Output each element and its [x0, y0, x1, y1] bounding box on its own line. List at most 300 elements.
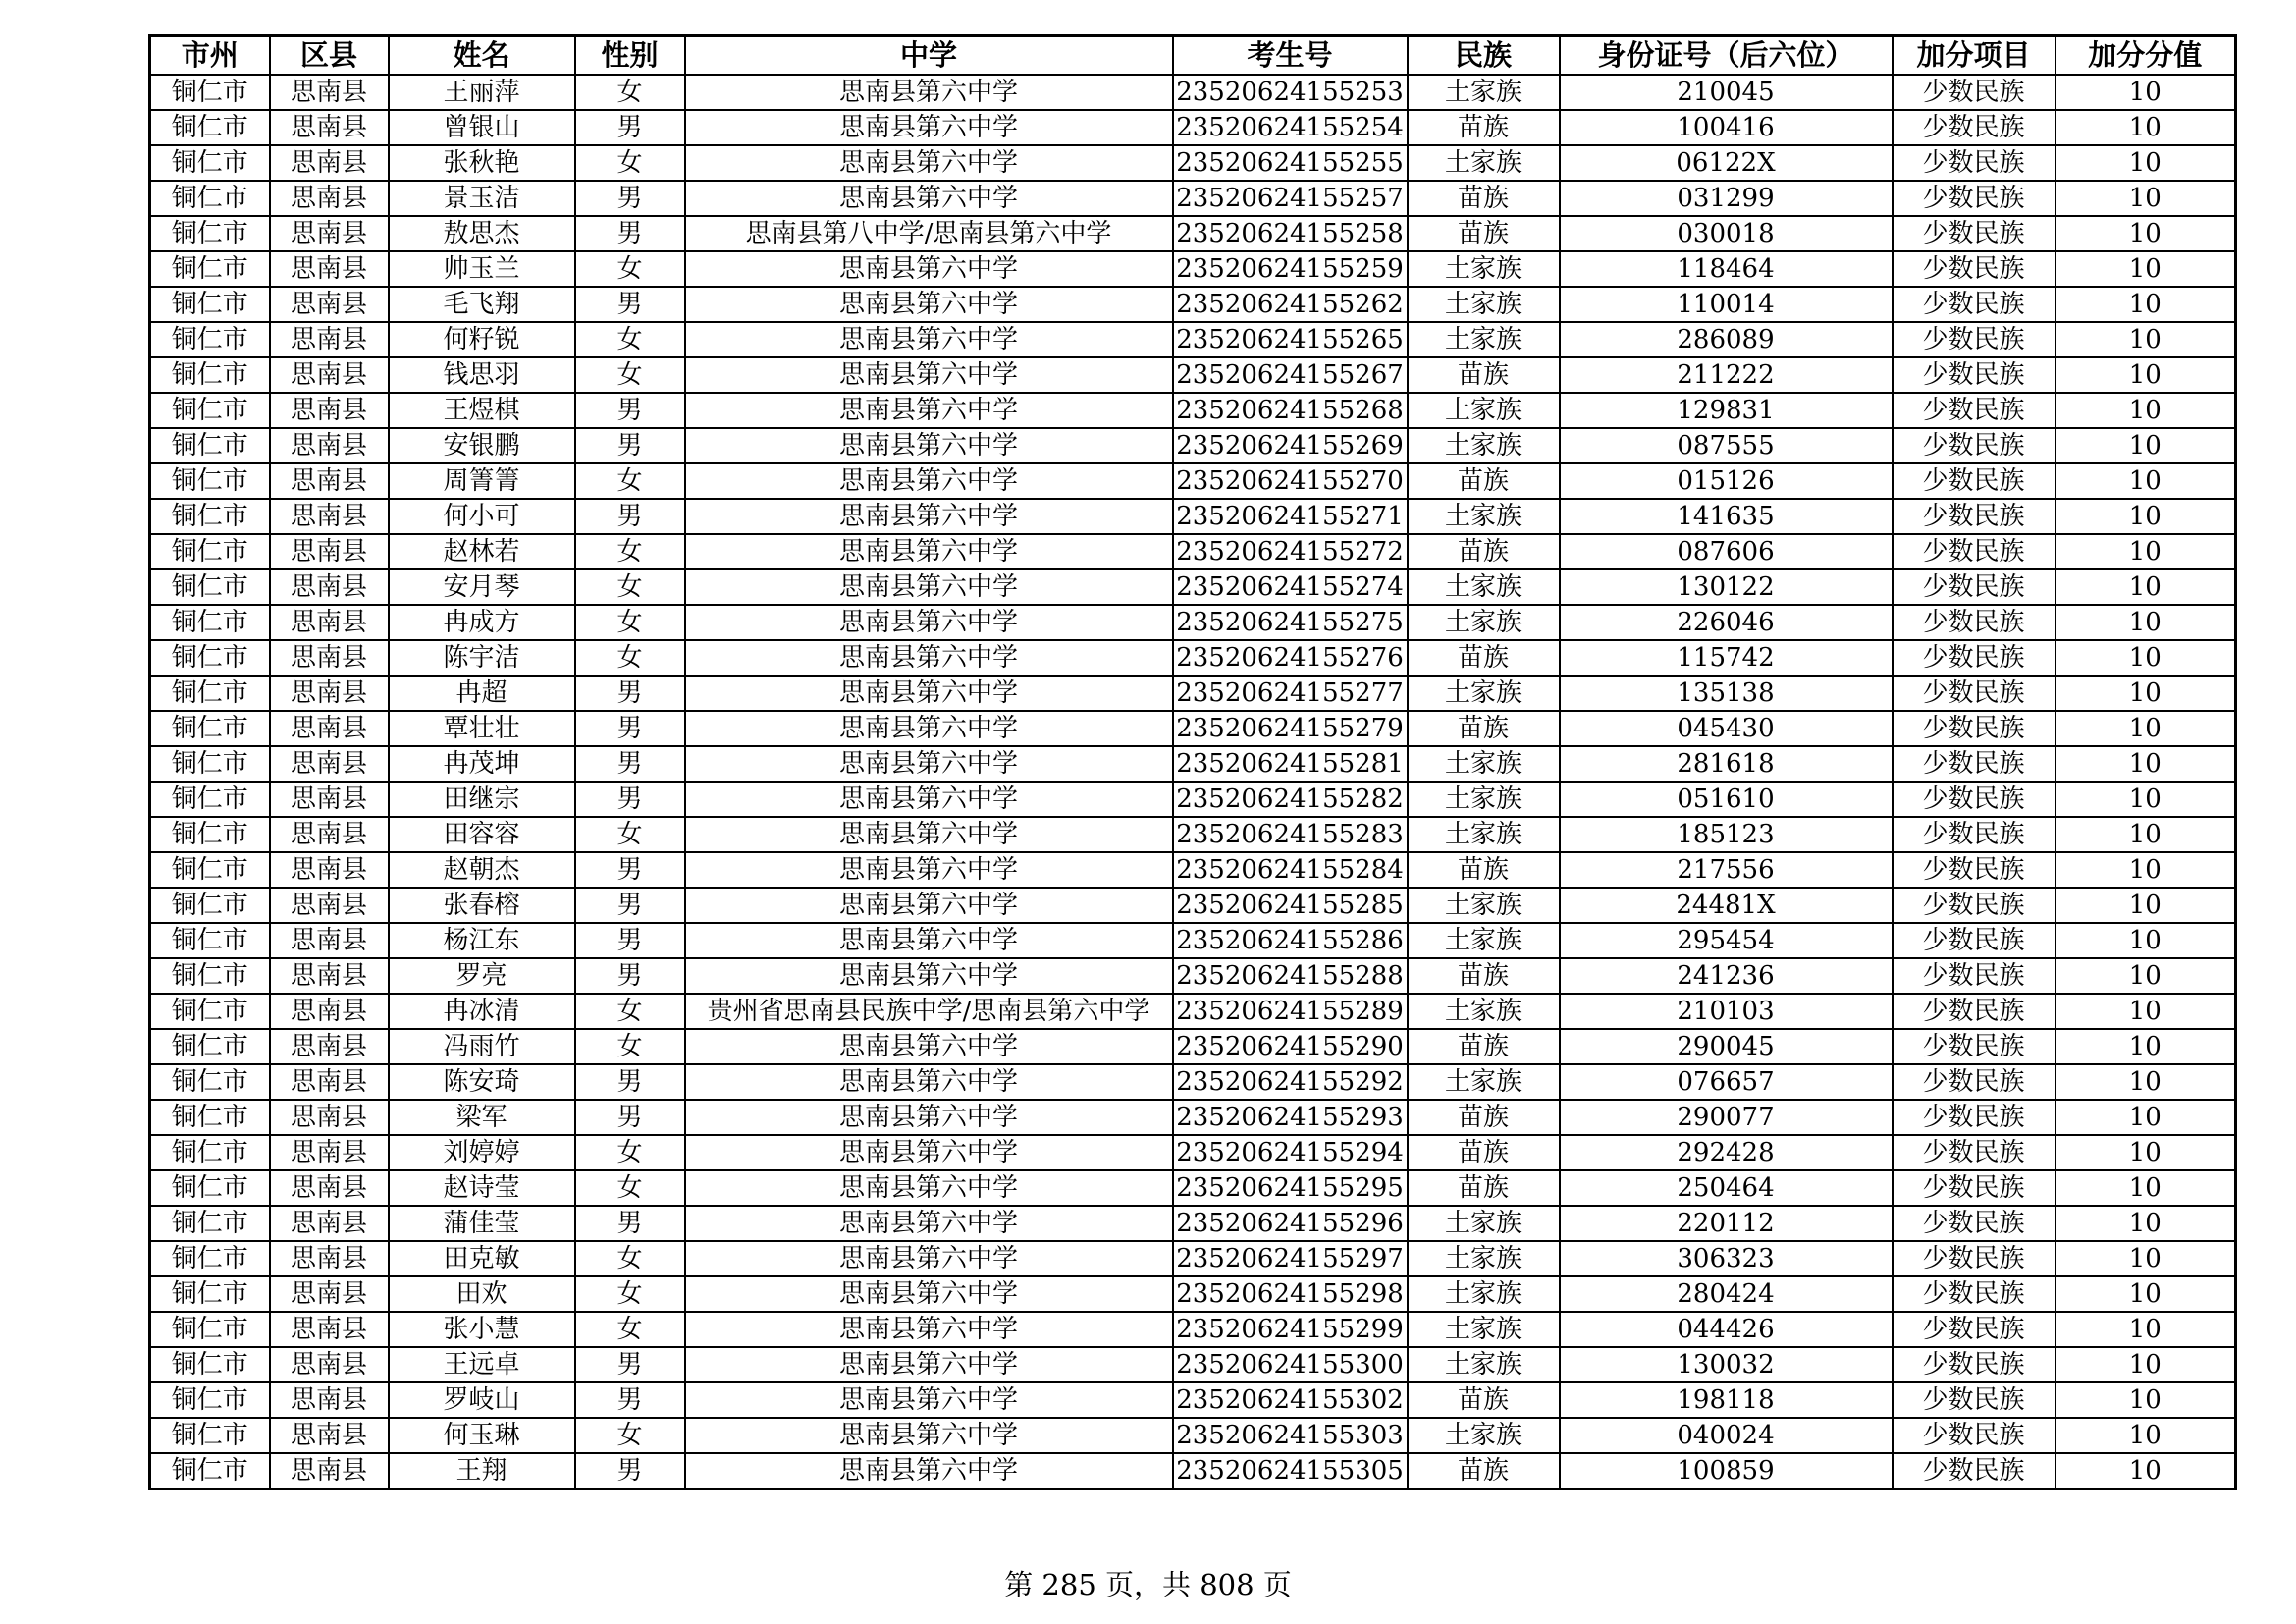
cell-bonus-item: 少数民族: [1893, 711, 2056, 746]
cell-id-last-six: 295454: [1560, 923, 1893, 958]
table-row: [150, 1170, 2236, 1206]
cell-gender: 男: [575, 888, 685, 923]
cell-bonus-item: 少数民族: [1893, 958, 2056, 994]
cell-school: 思南县第六中学: [685, 428, 1173, 463]
cell-exam-number: 23520624155289: [1173, 994, 1408, 1029]
cell-bonus-points: 10: [2056, 181, 2236, 216]
cell-id-last-six: 286089: [1560, 322, 1893, 357]
cell-exam-number: 23520624155284: [1173, 852, 1408, 888]
cell-bonus-item: 少数民族: [1893, 1382, 2056, 1418]
cell-gender: 女: [575, 1029, 685, 1064]
cell-id-last-six: 051610: [1560, 782, 1893, 817]
table-row: [150, 569, 2236, 605]
cell-gender: 男: [575, 1453, 685, 1489]
cell-id-last-six: 217556: [1560, 852, 1893, 888]
table-row: [150, 888, 2236, 923]
cell-exam-number: 23520624155294: [1173, 1135, 1408, 1170]
cell-bonus-points: 10: [2056, 923, 2236, 958]
cell-exam-number: 23520624155282: [1173, 782, 1408, 817]
cell-gender: 女: [575, 1312, 685, 1347]
cell-ethnicity: 土家族: [1408, 746, 1560, 782]
cell-city: 铜仁市: [150, 1170, 270, 1206]
cell-school: 思南县第六中学: [685, 923, 1173, 958]
cell-school: 思南县第六中学: [685, 1382, 1173, 1418]
cell-id-last-six: 040024: [1560, 1418, 1893, 1453]
cell-county: 思南县: [270, 1276, 389, 1312]
cell-ethnicity: 土家族: [1408, 569, 1560, 605]
cell-exam-number: 23520624155299: [1173, 1312, 1408, 1347]
cell-county: 思南县: [270, 1241, 389, 1276]
cell-bonus-item: 少数民族: [1893, 145, 2056, 181]
cell-city: 铜仁市: [150, 711, 270, 746]
cell-exam-number: 23520624155268: [1173, 393, 1408, 428]
table-row: [150, 994, 2236, 1029]
cell-gender: 女: [575, 569, 685, 605]
cell-city: 铜仁市: [150, 1276, 270, 1312]
table-row: [150, 782, 2236, 817]
cell-bonus-points: 10: [2056, 605, 2236, 640]
cell-city: 铜仁市: [150, 888, 270, 923]
table-row: [150, 1276, 2236, 1312]
cell-ethnicity: 土家族: [1408, 1347, 1560, 1382]
cell-bonus-points: 10: [2056, 110, 2236, 145]
table-row: [150, 1064, 2236, 1100]
cell-county: 思南县: [270, 888, 389, 923]
cell-bonus-points: 10: [2056, 357, 2236, 393]
cell-ethnicity: 土家族: [1408, 145, 1560, 181]
cell-school: 思南县第六中学: [685, 393, 1173, 428]
cell-bonus-item: 少数民族: [1893, 569, 2056, 605]
cell-name: 周箐箐: [389, 463, 575, 499]
cell-gender: 男: [575, 1347, 685, 1382]
table-header: [150, 36, 2236, 76]
cell-school: 思南县第六中学: [685, 1241, 1173, 1276]
cell-name: 赵林若: [389, 534, 575, 569]
cell-bonus-points: 10: [2056, 782, 2236, 817]
cell-city: 铜仁市: [150, 1206, 270, 1241]
cell-gender: 男: [575, 923, 685, 958]
cell-exam-number: 23520624155305: [1173, 1453, 1408, 1489]
cell-id-last-six: 087606: [1560, 534, 1893, 569]
cell-id-last-six: 250464: [1560, 1170, 1893, 1206]
cell-ethnicity: 土家族: [1408, 75, 1560, 110]
cell-school: 思南县第六中学: [685, 676, 1173, 711]
cell-exam-number: 23520624155275: [1173, 605, 1408, 640]
cell-exam-number: 23520624155279: [1173, 711, 1408, 746]
cell-exam-number: 23520624155292: [1173, 1064, 1408, 1100]
cell-gender: 女: [575, 1418, 685, 1453]
cell-city: 铜仁市: [150, 1453, 270, 1489]
cell-name: 张春榕: [389, 888, 575, 923]
table-row: [150, 322, 2236, 357]
cell-exam-number: 23520624155276: [1173, 640, 1408, 676]
header-bonus-points: 加分分值: [2056, 36, 2236, 76]
cell-county: 思南县: [270, 1100, 389, 1135]
cell-school: 思南县第六中学: [685, 1170, 1173, 1206]
header-exam-number: 考生号: [1173, 36, 1408, 76]
cell-gender: 女: [575, 534, 685, 569]
cell-bonus-item: 少数民族: [1893, 1453, 2056, 1489]
cell-bonus-item: 少数民族: [1893, 640, 2056, 676]
cell-bonus-item: 少数民族: [1893, 817, 2056, 852]
cell-county: 思南县: [270, 1206, 389, 1241]
cell-county: 思南县: [270, 1170, 389, 1206]
cell-city: 铜仁市: [150, 181, 270, 216]
table-row: [150, 711, 2236, 746]
cell-exam-number: 23520624155277: [1173, 676, 1408, 711]
cell-ethnicity: 土家族: [1408, 499, 1560, 534]
cell-gender: 男: [575, 216, 685, 251]
cell-bonus-item: 少数民族: [1893, 181, 2056, 216]
cell-gender: 女: [575, 1135, 685, 1170]
cell-exam-number: 23520624155253: [1173, 75, 1408, 110]
cell-bonus-item: 少数民族: [1893, 1276, 2056, 1312]
cell-name: 冉冰清: [389, 994, 575, 1029]
cell-bonus-points: 10: [2056, 1453, 2236, 1489]
cell-ethnicity: 土家族: [1408, 1312, 1560, 1347]
cell-city: 铜仁市: [150, 110, 270, 145]
cell-id-last-six: 100416: [1560, 110, 1893, 145]
cell-bonus-item: 少数民族: [1893, 1135, 2056, 1170]
cell-id-last-six: 292428: [1560, 1135, 1893, 1170]
cell-county: 思南县: [270, 782, 389, 817]
cell-exam-number: 23520624155269: [1173, 428, 1408, 463]
cell-name: 何玉琳: [389, 1418, 575, 1453]
cell-bonus-points: 10: [2056, 676, 2236, 711]
cell-gender: 男: [575, 393, 685, 428]
cell-bonus-item: 少数民族: [1893, 110, 2056, 145]
cell-id-last-six: 129831: [1560, 393, 1893, 428]
table-row: [150, 746, 2236, 782]
cell-ethnicity: 土家族: [1408, 1418, 1560, 1453]
cell-school: 思南县第六中学: [685, 888, 1173, 923]
cell-county: 思南县: [270, 534, 389, 569]
cell-county: 思南县: [270, 110, 389, 145]
cell-school: 思南县第六中学: [685, 1418, 1173, 1453]
cell-bonus-points: 10: [2056, 216, 2236, 251]
cell-county: 思南县: [270, 322, 389, 357]
cell-ethnicity: 苗族: [1408, 1382, 1560, 1418]
cell-gender: 女: [575, 1170, 685, 1206]
cell-exam-number: 23520624155290: [1173, 1029, 1408, 1064]
cell-gender: 男: [575, 852, 685, 888]
cell-school: 思南县第六中学: [685, 1135, 1173, 1170]
cell-bonus-item: 少数民族: [1893, 75, 2056, 110]
cell-ethnicity: 苗族: [1408, 1170, 1560, 1206]
table-row: [150, 287, 2236, 322]
header-id-last-six: 身份证号（后六位）: [1560, 36, 1893, 76]
cell-ethnicity: 土家族: [1408, 428, 1560, 463]
header-name: 姓名: [389, 36, 575, 76]
cell-school: 思南县第六中学: [685, 534, 1173, 569]
cell-name: 赵朝杰: [389, 852, 575, 888]
cell-id-last-six: 076657: [1560, 1064, 1893, 1100]
cell-city: 铜仁市: [150, 1241, 270, 1276]
cell-name: 刘婷婷: [389, 1135, 575, 1170]
cell-city: 铜仁市: [150, 782, 270, 817]
cell-name: 陈宇洁: [389, 640, 575, 676]
table-row: [150, 110, 2236, 145]
cell-bonus-item: 少数民族: [1893, 1418, 2056, 1453]
cell-city: 铜仁市: [150, 923, 270, 958]
cell-id-last-six: 115742: [1560, 640, 1893, 676]
cell-name: 冯雨竹: [389, 1029, 575, 1064]
cell-county: 思南县: [270, 605, 389, 640]
cell-bonus-points: 10: [2056, 534, 2236, 569]
cell-gender: 女: [575, 994, 685, 1029]
table-row: [150, 1100, 2236, 1135]
cell-county: 思南县: [270, 1453, 389, 1489]
table-row: [150, 251, 2236, 287]
cell-county: 思南县: [270, 640, 389, 676]
cell-name: 敖思杰: [389, 216, 575, 251]
cell-bonus-points: 10: [2056, 393, 2236, 428]
cell-gender: 女: [575, 251, 685, 287]
cell-gender: 男: [575, 1382, 685, 1418]
cell-school: 思南县第六中学: [685, 782, 1173, 817]
cell-name: 冉超: [389, 676, 575, 711]
cell-county: 思南县: [270, 251, 389, 287]
cell-city: 铜仁市: [150, 75, 270, 110]
cell-exam-number: 23520624155270: [1173, 463, 1408, 499]
cell-bonus-item: 少数民族: [1893, 1347, 2056, 1382]
cell-bonus-item: 少数民族: [1893, 782, 2056, 817]
cell-gender: 女: [575, 817, 685, 852]
cell-gender: 男: [575, 428, 685, 463]
table-row: [150, 1206, 2236, 1241]
table-row: [150, 216, 2236, 251]
cell-county: 思南县: [270, 463, 389, 499]
cell-ethnicity: 土家族: [1408, 676, 1560, 711]
cell-name: 张秋艳: [389, 145, 575, 181]
cell-city: 铜仁市: [150, 1418, 270, 1453]
cell-id-last-six: 306323: [1560, 1241, 1893, 1276]
table-row: [150, 75, 2236, 110]
cell-id-last-six: 118464: [1560, 251, 1893, 287]
cell-county: 思南县: [270, 746, 389, 782]
cell-id-last-six: 198118: [1560, 1382, 1893, 1418]
cell-bonus-points: 10: [2056, 1135, 2236, 1170]
cell-id-last-six: 100859: [1560, 1453, 1893, 1489]
cell-exam-number: 23520624155272: [1173, 534, 1408, 569]
cell-bonus-item: 少数民族: [1893, 852, 2056, 888]
cell-ethnicity: 土家族: [1408, 817, 1560, 852]
header-county: 区县: [270, 36, 389, 76]
cell-bonus-points: 10: [2056, 463, 2236, 499]
cell-id-last-six: 290077: [1560, 1100, 1893, 1135]
cell-city: 铜仁市: [150, 1100, 270, 1135]
cell-bonus-points: 10: [2056, 1312, 2236, 1347]
cell-bonus-item: 少数民族: [1893, 251, 2056, 287]
table-row: [150, 463, 2236, 499]
cell-ethnicity: 苗族: [1408, 1453, 1560, 1489]
cell-exam-number: 23520624155254: [1173, 110, 1408, 145]
cell-county: 思南县: [270, 1312, 389, 1347]
cell-name: 景玉洁: [389, 181, 575, 216]
cell-exam-number: 23520624155296: [1173, 1206, 1408, 1241]
cell-ethnicity: 苗族: [1408, 1029, 1560, 1064]
cell-bonus-item: 少数民族: [1893, 1100, 2056, 1135]
cell-county: 思南县: [270, 1029, 389, 1064]
cell-county: 思南县: [270, 711, 389, 746]
table-row: [150, 1029, 2236, 1064]
cell-bonus-points: 10: [2056, 1170, 2236, 1206]
cell-name: 冉成方: [389, 605, 575, 640]
cell-ethnicity: 土家族: [1408, 251, 1560, 287]
page-footer: 第 285 页，共 808 页: [1004, 1568, 1292, 1601]
cell-city: 铜仁市: [150, 1347, 270, 1382]
cell-name: 陈安琦: [389, 1064, 575, 1100]
cell-bonus-item: 少数民族: [1893, 1064, 2056, 1100]
cell-county: 思南县: [270, 287, 389, 322]
cell-city: 铜仁市: [150, 817, 270, 852]
cell-bonus-points: 10: [2056, 958, 2236, 994]
cell-bonus-points: 10: [2056, 569, 2236, 605]
cell-id-last-six: 030018: [1560, 216, 1893, 251]
cell-county: 思南县: [270, 958, 389, 994]
cell-county: 思南县: [270, 1135, 389, 1170]
cell-ethnicity: 苗族: [1408, 216, 1560, 251]
cell-name: 田欢: [389, 1276, 575, 1312]
cell-name: 何籽锐: [389, 322, 575, 357]
cell-name: 安银鹏: [389, 428, 575, 463]
cell-ethnicity: 土家族: [1408, 888, 1560, 923]
cell-school: 思南县第六中学: [685, 251, 1173, 287]
cell-bonus-item: 少数民族: [1893, 287, 2056, 322]
cell-school: 思南县第六中学: [685, 145, 1173, 181]
table-row: [150, 640, 2236, 676]
cell-bonus-item: 少数民族: [1893, 1206, 2056, 1241]
cell-school: 思南县第六中学: [685, 640, 1173, 676]
cell-bonus-item: 少数民族: [1893, 994, 2056, 1029]
cell-bonus-points: 10: [2056, 1241, 2236, 1276]
table-row: [150, 1241, 2236, 1276]
cell-bonus-item: 少数民族: [1893, 676, 2056, 711]
cell-city: 铜仁市: [150, 357, 270, 393]
cell-name: 曾银山: [389, 110, 575, 145]
cell-gender: 女: [575, 357, 685, 393]
cell-bonus-points: 10: [2056, 888, 2236, 923]
table-row: [150, 1312, 2236, 1347]
cell-gender: 女: [575, 605, 685, 640]
cell-school: 思南县第六中学: [685, 605, 1173, 640]
cell-county: 思南县: [270, 994, 389, 1029]
cell-id-last-six: 24481X: [1560, 888, 1893, 923]
cell-school: 思南县第六中学: [685, 1312, 1173, 1347]
cell-school: 思南县第六中学: [685, 499, 1173, 534]
cell-county: 思南县: [270, 923, 389, 958]
table-row: [150, 357, 2236, 393]
cell-city: 铜仁市: [150, 216, 270, 251]
cell-bonus-points: 10: [2056, 1100, 2236, 1135]
cell-bonus-item: 少数民族: [1893, 746, 2056, 782]
cell-city: 铜仁市: [150, 463, 270, 499]
cell-county: 思南县: [270, 569, 389, 605]
cell-exam-number: 23520624155286: [1173, 923, 1408, 958]
cell-bonus-item: 少数民族: [1893, 499, 2056, 534]
cell-name: 王煜棋: [389, 393, 575, 428]
cell-name: 冉茂坤: [389, 746, 575, 782]
header-school: 中学: [685, 36, 1173, 76]
cell-gender: 男: [575, 746, 685, 782]
cell-exam-number: 23520624155274: [1173, 569, 1408, 605]
cell-school: 思南县第八中学/思南县第六中学: [685, 216, 1173, 251]
cell-city: 铜仁市: [150, 746, 270, 782]
cell-name: 蒲佳莹: [389, 1206, 575, 1241]
cell-county: 思南县: [270, 1382, 389, 1418]
cell-school: 思南县第六中学: [685, 958, 1173, 994]
cell-name: 帅玉兰: [389, 251, 575, 287]
cell-school: 思南县第六中学: [685, 1029, 1173, 1064]
cell-bonus-item: 少数民族: [1893, 534, 2056, 569]
cell-school: 思南县第六中学: [685, 569, 1173, 605]
cell-exam-number: 23520624155297: [1173, 1241, 1408, 1276]
cell-county: 思南县: [270, 357, 389, 393]
cell-bonus-item: 少数民族: [1893, 463, 2056, 499]
cell-bonus-item: 少数民族: [1893, 1241, 2056, 1276]
cell-city: 铜仁市: [150, 534, 270, 569]
table-row: [150, 393, 2236, 428]
cell-city: 铜仁市: [150, 676, 270, 711]
table-row: [150, 817, 2236, 852]
cell-bonus-points: 10: [2056, 1064, 2236, 1100]
cell-school: 思南县第六中学: [685, 75, 1173, 110]
cell-id-last-six: 241236: [1560, 958, 1893, 994]
cell-school: 思南县第六中学: [685, 1453, 1173, 1489]
cell-ethnicity: 苗族: [1408, 640, 1560, 676]
cell-ethnicity: 苗族: [1408, 110, 1560, 145]
cell-school: 贵州省思南县民族中学/思南县第六中学: [685, 994, 1173, 1029]
cell-name: 杨江东: [389, 923, 575, 958]
cell-bonus-points: 10: [2056, 145, 2236, 181]
cell-bonus-points: 10: [2056, 75, 2236, 110]
cell-bonus-item: 少数民族: [1893, 1029, 2056, 1064]
cell-school: 思南县第六中学: [685, 817, 1173, 852]
cell-bonus-item: 少数民族: [1893, 357, 2056, 393]
table-row: [150, 852, 2236, 888]
cell-id-last-six: 141635: [1560, 499, 1893, 534]
cell-bonus-item: 少数民族: [1893, 923, 2056, 958]
table-row: [150, 499, 2236, 534]
cell-name: 罗岐山: [389, 1382, 575, 1418]
cell-id-last-six: 130122: [1560, 569, 1893, 605]
cell-name: 王丽萍: [389, 75, 575, 110]
cell-ethnicity: 土家族: [1408, 1064, 1560, 1100]
cell-school: 思南县第六中学: [685, 1064, 1173, 1100]
cell-gender: 女: [575, 1241, 685, 1276]
cell-ethnicity: 苗族: [1408, 1135, 1560, 1170]
cell-bonus-points: 10: [2056, 1382, 2236, 1418]
cell-bonus-points: 10: [2056, 711, 2236, 746]
cell-gender: 男: [575, 499, 685, 534]
cell-gender: 女: [575, 75, 685, 110]
cell-name: 张小慧: [389, 1312, 575, 1347]
cell-exam-number: 23520624155257: [1173, 181, 1408, 216]
table-row: [150, 923, 2236, 958]
table-row: [150, 145, 2236, 181]
cell-exam-number: 23520624155267: [1173, 357, 1408, 393]
header-bonus-item: 加分项目: [1893, 36, 2056, 76]
cell-gender: 男: [575, 1064, 685, 1100]
cell-ethnicity: 苗族: [1408, 534, 1560, 569]
table-row: [150, 958, 2236, 994]
header-city: 市州: [150, 36, 270, 76]
header-gender: 性别: [575, 36, 685, 76]
cell-name: 罗亮: [389, 958, 575, 994]
table-row: [150, 428, 2236, 463]
cell-bonus-points: 10: [2056, 251, 2236, 287]
cell-bonus-points: 10: [2056, 746, 2236, 782]
